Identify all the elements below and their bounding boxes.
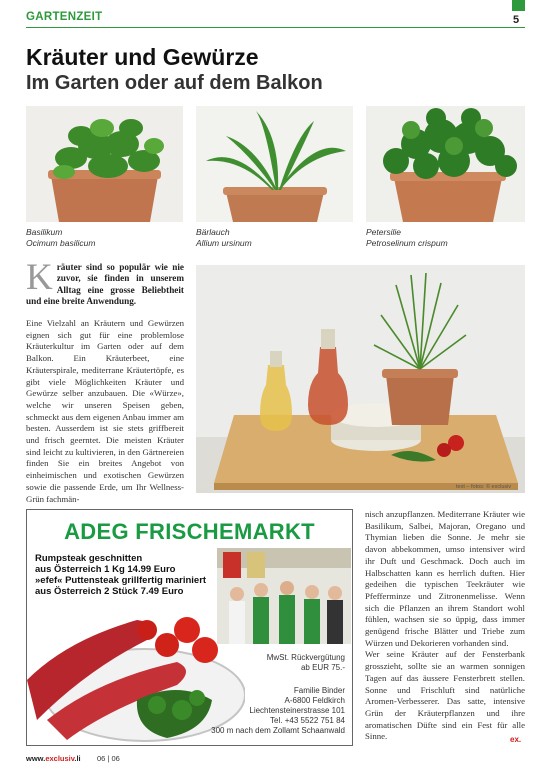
ad-address-line: Liechtensteinerstrasse 101 <box>249 706 345 715</box>
caption-latin: Petroselinum crispum <box>366 237 448 248</box>
caption-wild-garlic <box>196 227 252 248</box>
body-column-1: Eine Vielzahl an Kräutern und Gewürzen eignen sich gut für eine problemlose Kräuterkultur im Garten oder auf dem Balkon. Ein Kräuterbeet, eine Kräuterspirale, mediterrane Kräutertöpfe, es gibt viele Möglichkeiten Kräuter und Gewürze selber anzubauen. Die «Würze», welche wir unseren Speisen geben, schmeckt aus dem eigenen Anbau immer am besten. Ausserdem ist sie stets griffbereit und frisch geerntet. Die meisten Kräuter sind leicht zu kultivieren, in den Gärtnereien finden Sie ein breites Angebot von einheimischen und exotischen Gewürzen sowie die passende Erde, um Ihr Wellness-Grün fachmän- <box>26 318 184 504</box>
intro-text: räuter sind so populär wie nie zuvor, sie finden in unserem Alltag eine grosse Beliebtheit und eine breite Anwendung. <box>26 262 184 307</box>
page-number: 5 <box>513 14 520 26</box>
end-mark: ex. <box>510 735 522 744</box>
footer-website-link[interactable] <box>26 754 81 763</box>
ad-offer-line: aus Österreich 1 Kg 14.99 Euro <box>35 564 176 575</box>
url-prefix: www. <box>26 754 46 763</box>
ad-vat-line: MwSt. Rückvergütung <box>266 653 345 662</box>
section-label: GARTENZEIT <box>26 11 103 23</box>
article-intro <box>26 257 184 308</box>
ad-address-line: A-6800 Feldkirch <box>284 696 345 705</box>
herbs-still-life-photo <box>196 265 525 493</box>
photo-credit: text – fotos: © exclusiv <box>456 484 512 490</box>
ad-vat-line: ab EUR 75.- <box>300 663 345 672</box>
body-column-2 <box>365 509 525 743</box>
caption-latin: Allium ursinum <box>196 237 252 248</box>
article-title: Kräuter und Gewürze <box>26 44 259 70</box>
caption-parsley <box>366 227 448 248</box>
ad-address-line: Familie Binder <box>293 686 345 695</box>
ad-title: ADEG FRISCHEMARKT <box>64 519 315 544</box>
ad-offer-line: Rumpsteak geschnitten <box>35 553 143 564</box>
header-color-tab <box>512 0 525 11</box>
caption-name: Bärlauch <box>196 227 230 237</box>
adeg-advertisement[interactable] <box>26 509 353 746</box>
ad-offer-line: aus Österreich 2 Stück 7.49 Euro <box>35 586 184 597</box>
ad-phone: Tel. +43 5522 751 84 <box>270 716 345 725</box>
body-paragraph: Wer seine Kräuter auf der Fensterbank grosszieht, sollte sie an warmen sonnigen Tagen auf das äussere Fensterbrett stellen. Sonne und Frischluft sind natürliche Aromen-Verbesserer. Das satte, intensive Grün der Kräuterpflanzen und ihre aromatischen Düfte sind ein Fest für alle Sinne. <box>365 649 525 742</box>
url-brand: exclusiv <box>45 754 75 763</box>
body-paragraph: nisch anzupflanzen. Mediterrane Kräuter wie Basilikum, Salbei, Majoran, Oregano und Thymian lieben die Sonne. Je mehr sie davon abbekommen, umso intensiver wird ihr Duft und Geschmack. Doch auch im Halbschatten kann es herrlich duften. Hier gedeihen die typischen Teekräuter wie Pfefferminze und Zitronenmelisse. Wenn sich die Pflanzen an ihrem Standort wohl fühlen, wachsen sie so üppig, dass immer genügend frische Blätter und Triebe zum Würzen und Dekorieren vorhanden sind. <box>365 509 525 648</box>
header-divider <box>26 27 525 28</box>
caption-basil <box>26 227 95 248</box>
basil-photo <box>26 106 183 222</box>
ad-directions: 300 m nach dem Zollamt Schaanwald <box>211 726 345 735</box>
caption-name: Petersilie <box>366 227 401 237</box>
article-subtitle: Im Garten oder auf dem Balkon <box>26 72 323 94</box>
parsley-photo <box>366 106 525 222</box>
drop-cap: K <box>26 257 53 298</box>
meat-platter-photo <box>27 600 245 746</box>
ad-offer-line: »efef« Puttensteak grillfertig mariniert <box>35 575 207 586</box>
wild-garlic-photo <box>196 106 353 222</box>
caption-name: Basilikum <box>26 227 63 237</box>
url-suffix: .li <box>74 754 81 763</box>
caption-latin: Ocimum basilicum <box>26 237 96 248</box>
issue-number: 06 | 06 <box>97 754 120 763</box>
